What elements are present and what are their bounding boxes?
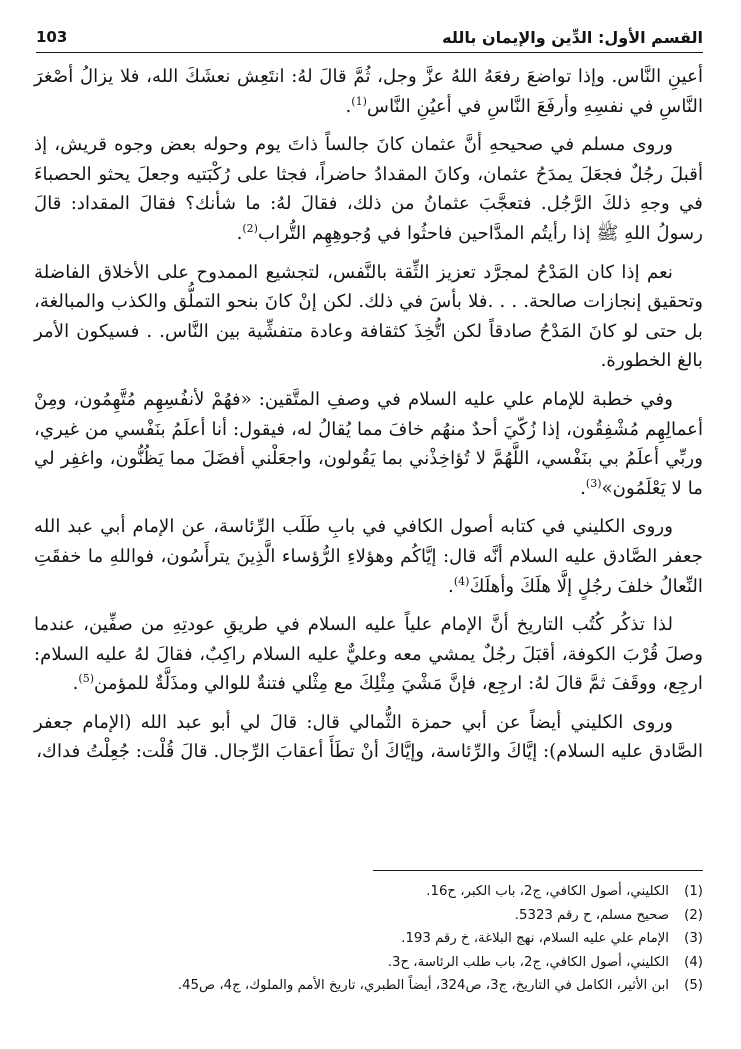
- footnote-number: (4): [684, 954, 703, 970]
- footnote-text: الكليني، أصول الكافي، ج2، باب الكبر، ح16.: [426, 884, 669, 899]
- footnote: [36, 951, 703, 975]
- footnote: [36, 927, 703, 951]
- footnote-ref: (5): [78, 672, 94, 686]
- running-title: القسم الأول: الدِّين والإيمان بالله: [442, 27, 703, 47]
- footnote: [36, 880, 703, 904]
- footnote-ref: (2): [242, 221, 258, 235]
- footnote-number: (1): [684, 884, 703, 899]
- page-number: 103: [36, 28, 68, 46]
- footnote: [36, 904, 703, 928]
- paragraph: وروى مسلم في صحيحهِ أنَّ عثمان كانَ جالساً ذاتَ يوم وحوله بعض وجوه قريش، إذ أقبلَ رجُلٌ فجعَلَ يمدَحُ عثمان، وكانَ المقدادُ حاضراً، فجثا على رُكْبَتيه وجعلَ يحثو الحصباءَ في وجهِ ذلكَ الرَّجُل. فتعجَّبَ عثمانُ من ذلك، فقالَ لهُ: ما شأنك؟ فقالَ المقداد: قالَ رسولُ اللهِ ﷺ إذا رأيتُم المدَّاحين فاحثُوا في وُجوهِهِم التُّراب$^{(2)}$.: [34, 134, 703, 244]
- footnote-number: (2): [684, 907, 703, 923]
- paragraph: وروى الكليني في كتابه أصول الكافي في بابِ طَلَب الرِّئاسة، عن الإمام أبي عبد الله جعفر الصَّادق عليه السلام أنَّه قال: إيَّاكُم وهؤلاءِ الرُّؤساء الَّذِينَ يترأَسُون، فواللهِ ما خفقَتِ النِّعالُ خلفَ رجُلٍ إلَّا هلَكَ وأهلَكَ$^{(4)}$.: [34, 516, 703, 597]
- footnote-text: صحيح مسلم، ح رقم 5323.: [514, 907, 669, 923]
- footnote-number: (5): [684, 978, 703, 993]
- paragraph-text: وروى مسلم في صحيحهِ أنَّ عثمان كانَ جالساً ذاتَ يوم وحوله بعض وجوه قريش، إذ أقبلَ رجُلٌ فجعَلَ يمدَحُ عثمان، وكانَ المقدادُ حاضراً، فجثا على رُكْبَتيه وجعلَ يحثو الحصباءَ في وجهِ ذلكَ الرَّجُل. فتعجَّبَ عثمانُ من ذلك، فقالَ لهُ: ما شأنك؟ فقالَ المقداد: قالَ رسولُ اللهِ ﷺ إذا رأيتُم المدَّاحين فاحثُوا في وُجوهِهِم التُّراب: [34, 134, 703, 244]
- footnote-text: الإمام علي عليه السلام، نهج البلاغة، خ رقم 193.: [401, 931, 669, 946]
- footnote-text: ابن الأثير، الكامل في التاريخ، ج3، ص324، أيضاً الطبري، تاريخ الأمم والملوك، ج4، ص45.: [177, 978, 669, 993]
- footnote-divider: [373, 870, 703, 871]
- paragraph: وفي خطبة للإمام علي عليه السلام في وصفِ المتَّقين: «فهُمْ لأنفُسِهِم مُتَّهِمُون، ومِنْ أعمالِهِم مُشْفِقُون، إذا زُكّيَ أحدٌ منهُم خافَ مما يُقالُ له، فيقول: أنا أعلَمُ بنَفْسي من غيري، وربِّي أعلَمُ بي بنَفْسي، اللَّهُمَّ لا تُؤاخِذْني بما يَقُولون، واجعَلْني أفضَلَ مما يَظُنُّون، واغفِر لي ما لا يَعْلَمُون»$^{(3)}$.: [34, 388, 703, 499]
- footnote-ref: (4): [453, 574, 470, 588]
- paragraph-text: وروى الكليني في كتابه أصول الكافي في بابِ طَلَب الرِّئاسة، عن الإمام أبي عبد الله جعفر الصَّادق عليه السلام أنَّه قال: إيَّاكُم وهؤلاءِ الرُّؤساء الَّذِينَ يترأَسُون، فواللهِ ما خفقَتِ النِّعالُ خلفَ رجُلٍ إلَّا هلَكَ وأهلَكَ: [34, 516, 703, 597]
- footnote: [36, 974, 703, 998]
- paragraph-text: لذا تذكُر كُتُب التاريخ أنَّ الإمام علياً عليه السلام في طريقِ عودتِهِ من صفِّين، عندما وصلَ قُرْبَ الكوفة، أقبَلَ رجُلٌ يمشي معه وعليٌّ عليه السلام راكِبٌ، فقالَ لهُ عليه السلام: ارجِع، ووقَفَ ثمَّ قالَ لهُ: ارجِع، فإنَّ مَشْيَ مِثْلِكَ مع مِثْلي فتنةٌ للوالي ومذَلَّةٌ للمؤمن: [34, 614, 703, 695]
- footnotes: [36, 880, 703, 998]
- paragraph-text: وفي خطبة للإمام علي عليه السلام في وصفِ المتَّقين: «فهُمْ لأنفُسِهِم مُتَّهِمُون، ومِنْ أعمالِهِم مُشْفِقُون، إذا زُكّيَ أحدٌ منهُم خافَ مما يُقالُ له، فيقول: أنا أعلَمُ بنَفْسي من غيري، وربِّي أعلَمُ بي بنَفْسي، اللَّهُمَّ لا تُؤاخِذْني بما يَقُولون، واجعَلْني أفضَلَ مما يَظُنُّون، واغفِر لي ما لا يَعْلَمُون»: [34, 388, 703, 499]
- paragraph-text: وروى الكليني أيضاً عن أبي حمزة الثُّمالي قال: قالَ لي أبو عبد الله (الإمام جعفر الصَّادق عليه السلام): إيَّاكَ والرِّئاسة، وإيَّاكَ أنْ تطَأَ أعقابَ الرِّجال. قالَ قُلْت: جُعِلْتُ فداك،: [34, 711, 703, 763]
- paragraph-text: نعم إذا كان المَدْحُ لمجرَّد تعزيز الثِّقة بالنَّفس، لتجشيع الممدوح على الأخلاق الفاضلة وتحقيق إنجازات صالحة. . . .فلا بأسَ في ذلك. لكن إنْ كانَ بنحو التملُّق والكذب والمبالغة، بل حتى لو كانَ المَدْحُ صادقاً لكن اتُّخِذَ كثقافة وعادة متفشِّية بين النَّاس. . فسيكون الأمر بالغ الخطورة.: [34, 261, 703, 372]
- body-text: [34, 62, 703, 776]
- paragraph-text: أعينِ النَّاس. وإذا تواضعَ رفعَهُ اللهُ عزَّ وجل، ثُمَّ قالَ لهُ: انتَعِش نعشَكَ الله، فلا يزالُ أصْغرَ النَّاسِ في نفسِهِ وأرفَعَ النَّاسِ في أعيُنِ النَّاس: [34, 66, 703, 117]
- paragraph: لذا تذكُر كُتُب التاريخ أنَّ الإمام علياً عليه السلام في طريقِ عودتِهِ من صفِّين، عندما وصلَ قُرْبَ الكوفة، أقبَلَ رجُلٌ يمشي معه وعليٌّ عليه السلام راكِبٌ، فقالَ لهُ عليه السلام: ارجِع، ووقَفَ ثمَّ قالَ لهُ: ارجِع، فإنَّ مَشْيَ مِثْلِكَ مع مِثْلي فتنةٌ للوالي ومذَلَّةٌ للمؤمن$^{(5)}$.: [34, 614, 703, 695]
- footnote-ref: (1): [351, 94, 367, 108]
- page-header: [36, 22, 703, 53]
- paragraph: [34, 708, 703, 767]
- footnote-number: (3): [684, 931, 703, 946]
- footnote-ref: (3): [585, 476, 602, 490]
- paragraph: [34, 258, 703, 376]
- paragraph: أعينِ النَّاس. وإذا تواضعَ رفعَهُ اللهُ عزَّ وجل، ثُمَّ قالَ لهُ: انتَعِش نعشَكَ الله، فلا يزالُ أصْغرَ النَّاسِ في نفسِهِ وأرفَعَ النَّاسِ في أعيُنِ النَّاس$^{(1)}$.: [34, 66, 703, 117]
- footnote-text: الكليني، أصول الكافي، ج2، باب طلب الرئاسة، ح3.: [387, 954, 669, 970]
